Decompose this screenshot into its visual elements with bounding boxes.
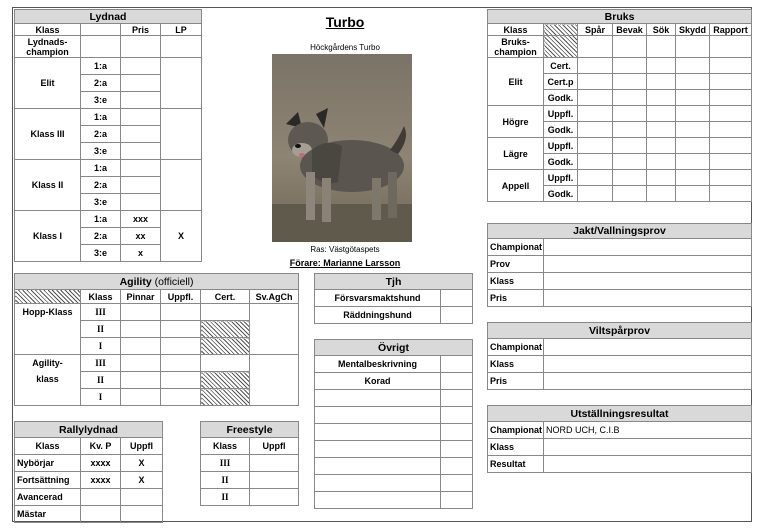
jakt-title: Jakt/Vallningsprov (488, 224, 752, 239)
header-cell: Klass (15, 24, 81, 36)
header-cell: Cert. (201, 290, 250, 304)
lp-cell (161, 58, 202, 109)
pris-cell: xxx (121, 211, 161, 228)
row-label: Pris (488, 373, 544, 390)
empty-cell (121, 36, 161, 58)
header-cell: Pris (121, 24, 161, 36)
sub-label: Godk. (544, 154, 578, 170)
rallylydnad-table (14, 421, 163, 523)
header-cell: Klass (488, 24, 544, 36)
rank-cell: 1:a (81, 211, 121, 228)
blank-row (315, 458, 441, 475)
breed-caption: Ras: Västgötaspets (310, 245, 380, 254)
lydnad-champion-label: Lydnads-champion (15, 36, 81, 58)
hatched-cell (15, 290, 81, 304)
level-cell: III (201, 455, 250, 472)
lydnad-table (14, 9, 202, 262)
kvp-cell (81, 489, 121, 506)
level-cell: III (81, 355, 121, 372)
pris-cell (121, 109, 161, 126)
blank-row (315, 492, 441, 509)
kvp-cell: xxxx (81, 472, 121, 489)
pris-cell: xx (121, 228, 161, 245)
value-cell (441, 407, 473, 424)
value-cell (441, 458, 473, 475)
bruks-champion-label: Bruks-champion (488, 36, 544, 58)
handler-name: Förare: Marianne Larsson (289, 258, 401, 268)
row-label: Räddningshund (315, 307, 441, 324)
row-label: Klass (488, 273, 544, 290)
ovrigt-title: Övrigt (315, 340, 473, 356)
hatched-cell (201, 389, 250, 406)
uppfl-cell (121, 506, 163, 523)
class-name: Högre (488, 106, 544, 138)
value-cell (250, 472, 299, 489)
header-cell: Uppfl (250, 438, 299, 455)
pris-cell (121, 194, 161, 211)
header-cell: Bevak (613, 24, 647, 36)
class-name: Lägre (488, 138, 544, 170)
agility-table (14, 273, 299, 406)
value-cell (544, 356, 752, 373)
row-label: Resultat (488, 456, 544, 473)
agility-klass-line2: klass (36, 374, 59, 384)
rally-title: Rallylydnad (15, 422, 163, 438)
sub-label: Godk. (544, 186, 578, 202)
hatched-cell (544, 36, 578, 58)
empty-cell (613, 36, 647, 58)
agility-title (15, 274, 299, 290)
value-cell (544, 273, 752, 290)
empty-cell (676, 36, 710, 58)
level-cell: I (81, 338, 121, 355)
level-cell: I (81, 389, 121, 406)
pris-cell (121, 143, 161, 160)
bruks-table (487, 9, 752, 202)
photo-caption: Höckgårdens Turbo (310, 43, 380, 52)
header-cell: Klass (201, 438, 250, 455)
value-cell (441, 475, 473, 492)
rally-class: Mästar (15, 506, 81, 523)
agility-klass-line1: Agility- (32, 358, 63, 368)
vilt-table (487, 322, 752, 390)
rank-cell: 2:a (81, 177, 121, 194)
row-label: Pris (488, 290, 544, 307)
agility-title-main: Agility (119, 275, 152, 288)
empty-cell (710, 36, 752, 58)
blank-row (315, 441, 441, 458)
level-cell: II (81, 372, 121, 389)
header-cell: LP (161, 24, 202, 36)
level-cell: II (81, 321, 121, 338)
value-cell (250, 455, 299, 472)
blank-row (315, 407, 441, 424)
row-label: Korad (315, 373, 441, 390)
value-cell (544, 439, 752, 456)
value-cell (544, 373, 752, 390)
tjh-title: Tjh (315, 274, 473, 290)
value-cell (441, 492, 473, 509)
header-cell: Sök (647, 24, 676, 36)
hatched-cell (201, 338, 250, 355)
row-label: Klass (488, 439, 544, 456)
value-cell (544, 456, 752, 473)
class-name: Klass I (15, 211, 81, 262)
class-name: Klass III (15, 109, 81, 160)
sub-label: Cert. (544, 58, 578, 74)
row-label: Championat (488, 422, 544, 439)
level-cell: III (81, 304, 121, 321)
lp-cell (161, 109, 202, 160)
rank-cell: 2:a (81, 126, 121, 143)
row-label: Mentalbeskrivning (315, 356, 441, 373)
empty-cell (578, 36, 613, 58)
freestyle-table (200, 421, 299, 506)
row-label: Prov (488, 256, 544, 273)
value-cell (441, 356, 473, 373)
sv-agch-cell (250, 355, 299, 406)
ovrigt-table (314, 339, 473, 509)
dog-photo (272, 54, 412, 242)
rank-cell: 1:a (81, 109, 121, 126)
rank-cell: 3:e (81, 143, 121, 160)
rank-cell: 1:a (81, 160, 121, 177)
value-cell (441, 307, 473, 324)
level-cell: II (201, 489, 250, 506)
header-cell: Pinnar (121, 290, 161, 304)
blank-row (315, 424, 441, 441)
value-cell (250, 489, 299, 506)
rally-class: Nybörjar (15, 455, 81, 472)
pris-cell (121, 160, 161, 177)
pris-cell (121, 92, 161, 109)
value-cell (441, 290, 473, 307)
rank-cell: 2:a (81, 75, 121, 92)
class-name: Appell (488, 170, 544, 202)
value-cell (544, 256, 752, 273)
rank-cell: 3:e (81, 92, 121, 109)
pris-cell (121, 75, 161, 92)
row-label: Championat (488, 339, 544, 356)
class-name: Elit (15, 58, 81, 109)
row-label: Klass (488, 356, 544, 373)
sub-label: Godk. (544, 122, 578, 138)
kvp-cell: xxxx (81, 455, 121, 472)
rank-cell: 1:a (81, 58, 121, 75)
hatched-cell (201, 372, 250, 389)
pris-cell (121, 177, 161, 194)
bruks-title: Bruks (488, 10, 752, 24)
pris-cell: x (121, 245, 161, 262)
uppfl-cell: X (121, 455, 163, 472)
header-cell: Rapport (710, 24, 752, 36)
rally-class: Fortsättning (15, 472, 81, 489)
hopp-klass-label: Hopp-Klass (15, 304, 81, 355)
sub-label: Uppfl. (544, 138, 578, 154)
sub-label: Godk. (544, 90, 578, 106)
empty-cell (647, 36, 676, 58)
hatched-cell (201, 321, 250, 338)
uppfl-cell (121, 489, 163, 506)
hatched-cell (544, 24, 578, 36)
empty-cell (81, 36, 121, 58)
value-cell (441, 390, 473, 407)
dog-name-title: Turbo (325, 14, 365, 30)
level-cell: II (201, 472, 250, 489)
jakt-table (487, 223, 752, 307)
blank-row (315, 390, 441, 407)
rank-cell: 2:a (81, 228, 121, 245)
value-cell (544, 239, 752, 256)
header-cell: Klass (81, 290, 121, 304)
sub-label: Uppfl. (544, 106, 578, 122)
class-name: Klass II (15, 160, 81, 211)
agility-title-note: (officiell) (154, 275, 194, 288)
sub-label: Uppfl. (544, 170, 578, 186)
header-cell: Uppfl (121, 438, 163, 455)
pris-cell (121, 58, 161, 75)
championat-value: NORD UCH, C.I.B (544, 422, 752, 439)
header-cell: Klass (15, 438, 81, 455)
header-cell: Uppfl. (161, 290, 201, 304)
kvp-cell (81, 506, 121, 523)
class-name: Elit (488, 58, 544, 106)
rally-class: Avancerad (15, 489, 81, 506)
lp-cell (161, 160, 202, 211)
value-cell (441, 424, 473, 441)
rank-cell: 3:e (81, 245, 121, 262)
header-cell: Spår (578, 24, 613, 36)
header-cell: Skydd (676, 24, 710, 36)
row-label: Försvarsmaktshund (315, 290, 441, 307)
header-cell: Kv. P (81, 438, 121, 455)
sub-label: Cert.p (544, 74, 578, 90)
header-cell (81, 24, 121, 36)
agility-klass-label (15, 355, 81, 406)
value-cell (441, 373, 473, 390)
lp-cell: X (161, 211, 202, 262)
value-cell (544, 290, 752, 307)
value-cell (544, 339, 752, 356)
sv-agch-cell (250, 304, 299, 355)
rank-cell: 3:e (81, 194, 121, 211)
utstallning-table (487, 405, 752, 473)
value-cell (441, 441, 473, 458)
blank-row (315, 475, 441, 492)
empty-cell (161, 36, 202, 58)
uppfl-cell: X (121, 472, 163, 489)
pris-cell (121, 126, 161, 143)
lydnad-title: Lydnad (15, 10, 202, 24)
tjh-table (314, 273, 473, 324)
header-cell: Sv.AgCh (250, 290, 299, 304)
vilt-title: Viltspårprov (488, 323, 752, 339)
row-label: Championat (488, 239, 544, 256)
utstallning-title: Utställningsresultat (488, 406, 752, 422)
freestyle-title: Freestyle (201, 422, 299, 438)
